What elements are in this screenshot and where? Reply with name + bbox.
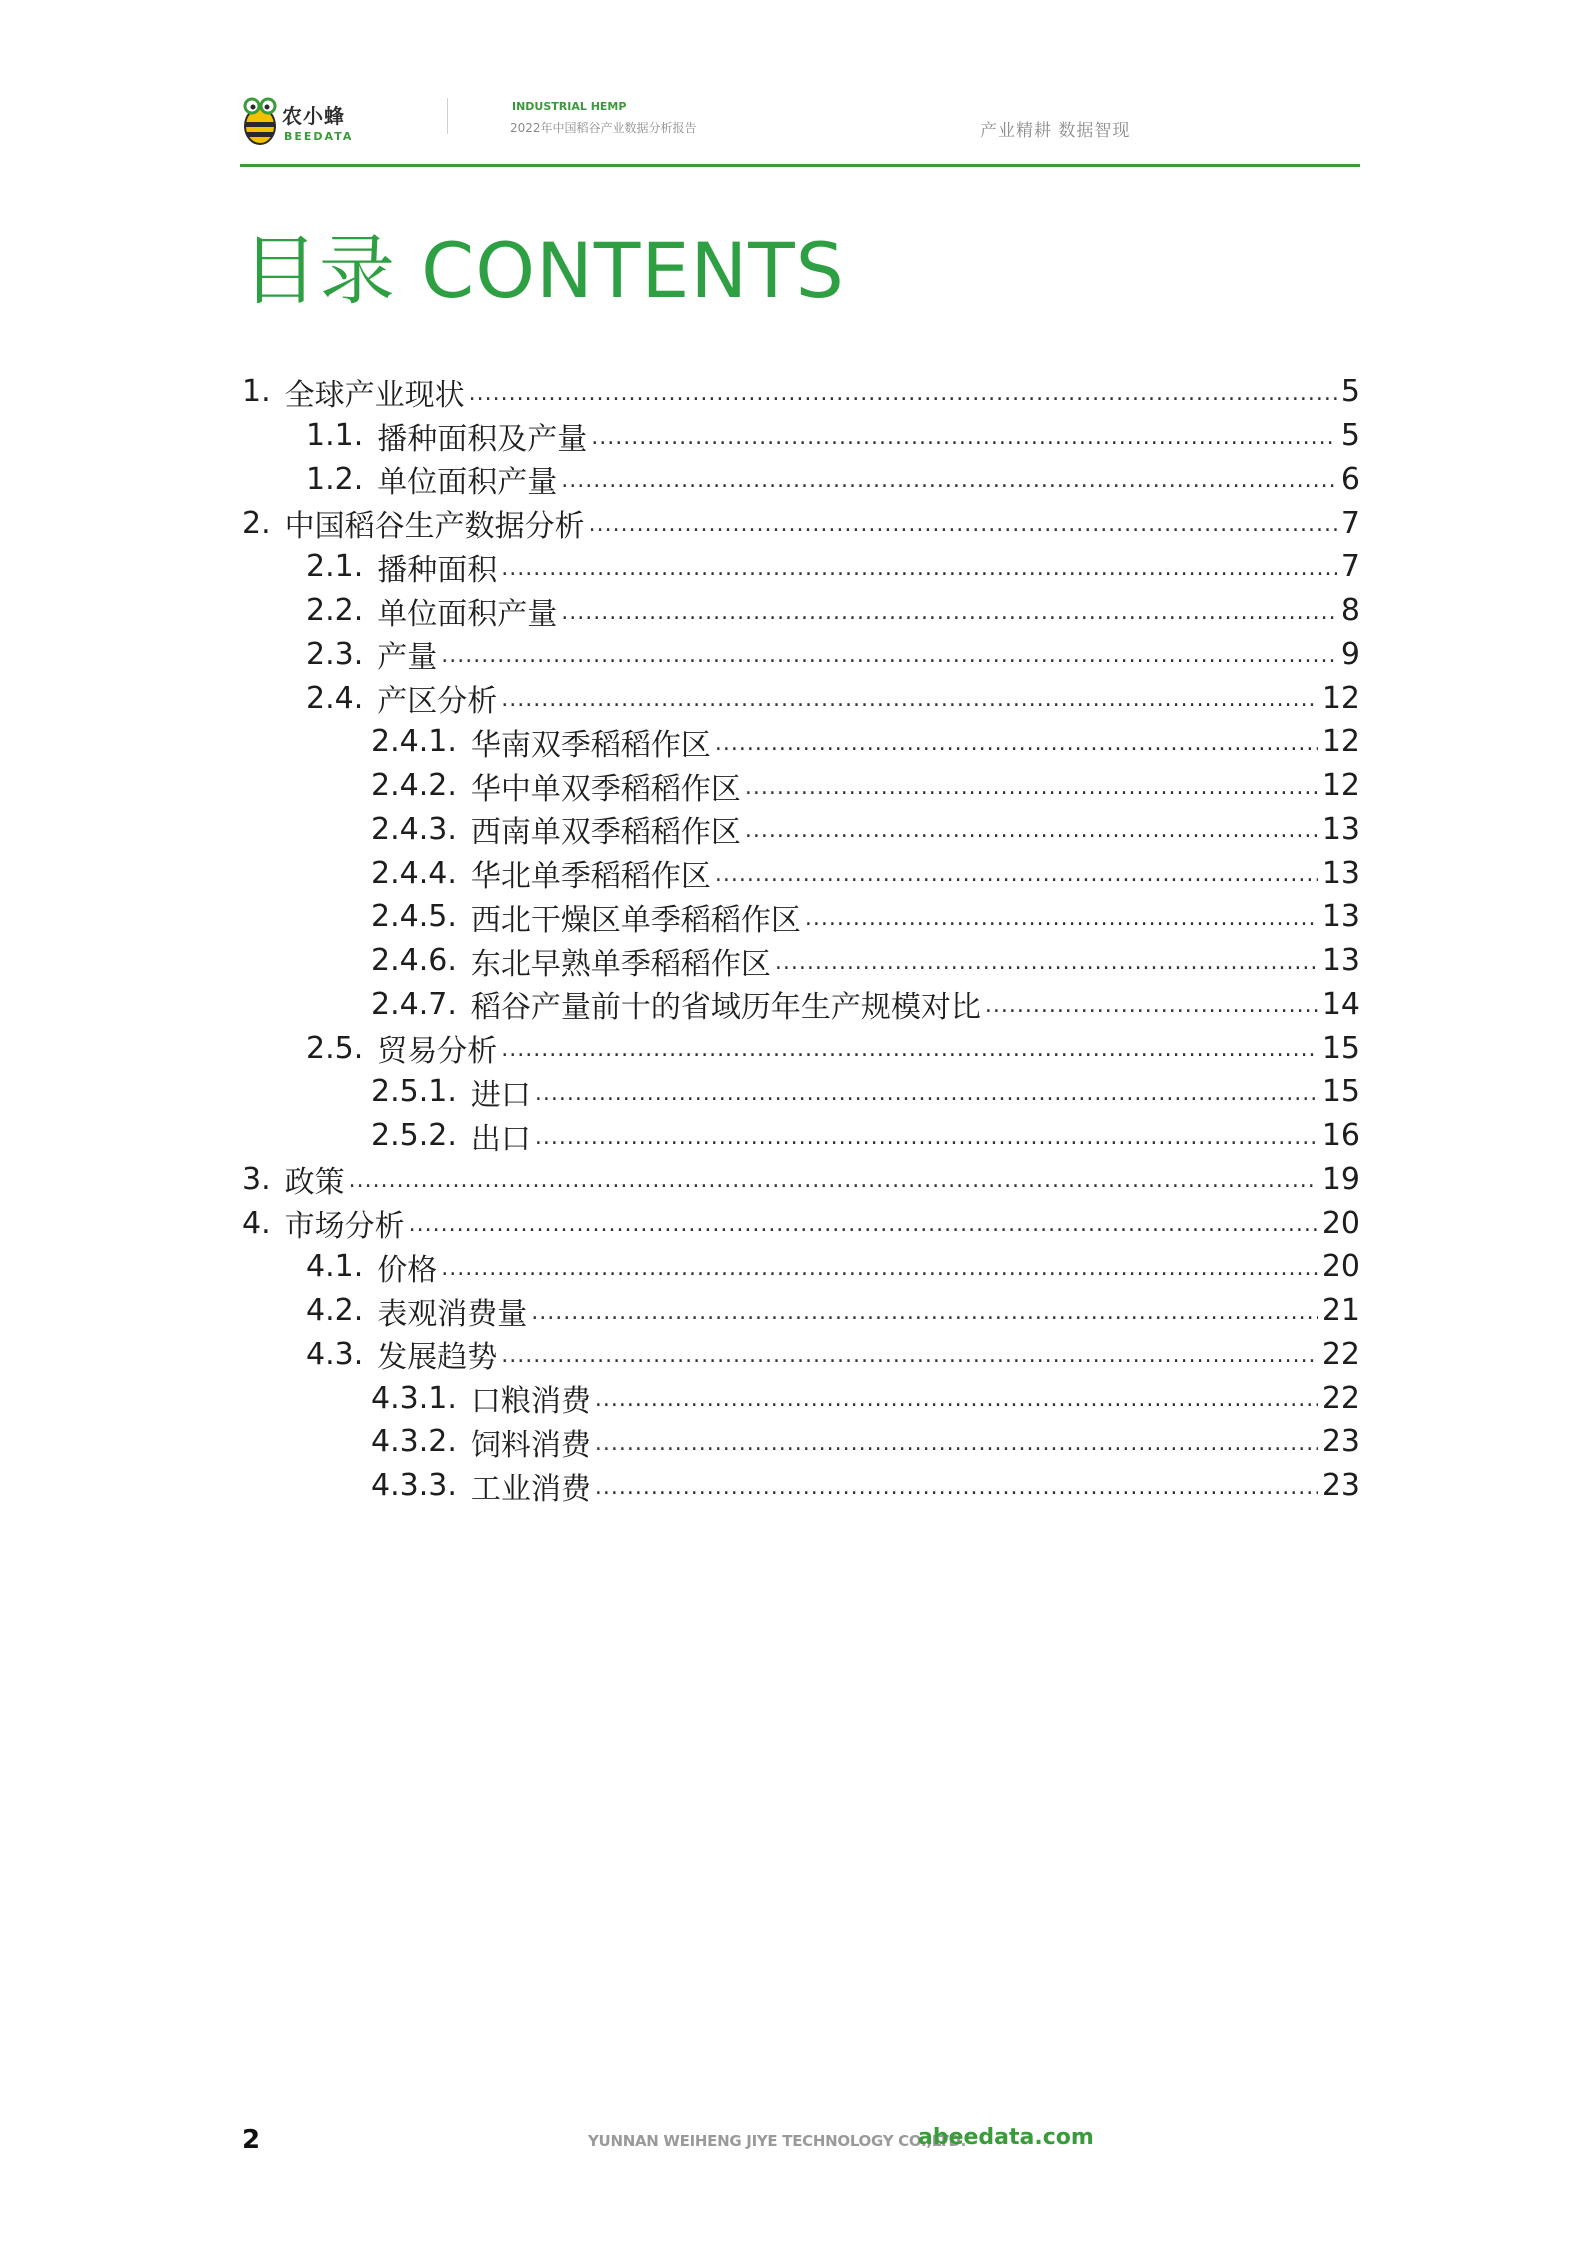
- toc-entry-title: 华南双季稻稻作区: [470, 727, 711, 763]
- toc-dot-leader: [595, 1431, 1318, 1464]
- toc-entry-title: 播种面积: [377, 552, 498, 588]
- page-number: 2: [242, 2125, 261, 2155]
- toc-dot-leader: [715, 862, 1318, 895]
- toc-dot-leader: [501, 556, 1337, 589]
- toc-entry-title: 产量: [377, 640, 438, 676]
- toc-entry-page: 12: [1321, 680, 1360, 716]
- toc-entry[interactable]: [242, 808, 1360, 852]
- toc-entry-number: 1.: [242, 374, 271, 410]
- toc-dot-leader: [715, 731, 1318, 764]
- toc-entry-title: 华北单季稻稻作区: [470, 859, 711, 895]
- toc-entry[interactable]: [242, 1201, 1360, 1245]
- toc-entry-page: 13: [1321, 811, 1360, 847]
- toc-entry-number: 2.4.7.: [371, 986, 457, 1022]
- toc-entry-title: 西北干燥区单季稻稻作区: [470, 902, 801, 938]
- toc-entry-title: 华中单双季稻稻作区: [470, 771, 741, 807]
- toc-entry-number: 2.4.5.: [371, 899, 457, 935]
- toc-entry-title: 表观消费量: [377, 1296, 528, 1332]
- toc-entry-number: 2.4.2.: [371, 768, 457, 804]
- header-rule: [240, 164, 1360, 167]
- toc-dot-leader: [775, 950, 1318, 983]
- toc-entry-title: 饲料消费: [470, 1427, 591, 1463]
- brand-logo: [240, 94, 354, 150]
- toc-entry[interactable]: [242, 1376, 1360, 1420]
- logo-chinese-name: 农小蜂: [282, 104, 345, 128]
- toc-entry-page: 9: [1340, 636, 1360, 672]
- toc-entry-number: 3.: [242, 1161, 271, 1197]
- toc-entry-page: 16: [1321, 1118, 1360, 1154]
- toc-entry-page: 13: [1321, 943, 1360, 979]
- toc-entry-number: 1.2.: [306, 461, 364, 497]
- toc-dot-leader: [501, 1037, 1318, 1070]
- toc-entry-number: 2.5.2.: [371, 1118, 457, 1154]
- toc-entry-number: 2.5.: [306, 1030, 364, 1066]
- toc-dot-leader: [501, 1343, 1318, 1376]
- toc-entry[interactable]: [242, 939, 1360, 983]
- toc-dot-leader: [595, 1387, 1318, 1420]
- toc-entry-page: 7: [1340, 549, 1360, 585]
- toc-entry-page: 21: [1321, 1293, 1360, 1329]
- toc-entry-title: 发展趋势: [377, 1340, 498, 1376]
- toc-entry-number: 4.3.3.: [371, 1468, 457, 1504]
- toc-entry-number: 1.1.: [306, 418, 364, 454]
- toc-entry-title: 单位面积产量: [377, 596, 558, 632]
- toc-entry-number: 2.3.: [306, 636, 364, 672]
- toc-entry-page: 12: [1321, 768, 1360, 804]
- toc-entry-number: 2.4.: [306, 680, 364, 716]
- page-title: 目录 CONTENTS: [242, 226, 845, 315]
- toc-entry-number: 4.: [242, 1205, 271, 1241]
- toc-entry-title: 工业消费: [470, 1471, 591, 1507]
- toc-entry-number: 2.1.: [306, 549, 364, 585]
- toc-entry-number: 4.1.: [306, 1249, 364, 1285]
- toc-entry-page: 5: [1340, 374, 1360, 410]
- toc-entry-number: 4.2.: [306, 1293, 364, 1329]
- page-header: [240, 88, 1360, 168]
- toc-entry[interactable]: [242, 895, 1360, 939]
- toc-entry-number: 2.2.: [306, 593, 364, 629]
- toc-entry-page: 20: [1321, 1249, 1360, 1285]
- page-footer: [0, 2125, 1587, 2165]
- toc-entry[interactable]: [242, 676, 1360, 720]
- toc-dot-leader: [591, 425, 1337, 458]
- toc-entry-title: 出口: [470, 1121, 531, 1157]
- company-name: YUNNAN WEIHENG JIYE TECHNOLOGY CO.,LTD.: [588, 2132, 967, 2150]
- toc-dot-leader: [745, 775, 1318, 808]
- bee-icon: [240, 96, 280, 148]
- toc-entry-page: 6: [1340, 461, 1360, 497]
- toc-entry[interactable]: [242, 1333, 1360, 1377]
- toc-entry[interactable]: [242, 501, 1360, 545]
- logo-english-name: BEEDATA: [284, 130, 354, 143]
- toc-entry-title: 播种面积及产量: [377, 421, 588, 457]
- toc-entry[interactable]: [242, 1070, 1360, 1114]
- toc-entry[interactable]: [242, 545, 1360, 589]
- header-divider: [447, 98, 448, 134]
- toc-dot-leader: [595, 1475, 1318, 1508]
- toc-entry[interactable]: [242, 764, 1360, 808]
- toc-entry-page: 19: [1321, 1161, 1360, 1197]
- toc-dot-leader: [535, 1125, 1318, 1158]
- toc-entry[interactable]: [242, 1245, 1360, 1289]
- toc-entry-page: 23: [1321, 1424, 1360, 1460]
- toc-entry[interactable]: [242, 983, 1360, 1027]
- toc-entry[interactable]: [242, 458, 1360, 502]
- toc-entry[interactable]: [242, 589, 1360, 633]
- toc-entry-title: 口粮消费: [470, 1384, 591, 1420]
- toc-entry[interactable]: [242, 633, 1360, 677]
- toc-entry-title: 政策: [284, 1165, 345, 1201]
- toc-entry-page: 20: [1321, 1205, 1360, 1241]
- website-link[interactable]: abeedata.com: [918, 2125, 1094, 2150]
- toc-entry-page: 13: [1321, 855, 1360, 891]
- toc-dot-leader: [501, 687, 1318, 720]
- toc-entry-number: 2.4.4.: [371, 855, 457, 891]
- toc-entry-page: 15: [1321, 1030, 1360, 1066]
- report-title: 2022年中国稻谷产业数据分析报告: [510, 121, 697, 135]
- toc-entry-title: 产区分析: [377, 684, 498, 720]
- toc-entry-number: 4.3.: [306, 1336, 364, 1372]
- toc-entry-page: 22: [1321, 1336, 1360, 1372]
- toc-entry-title: 全球产业现状: [284, 377, 465, 413]
- toc-entry-number: 2.5.1.: [371, 1074, 457, 1110]
- toc-dot-leader: [985, 993, 1318, 1026]
- toc-entry-title: 市场分析: [284, 1209, 405, 1245]
- toc-entry-title: 单位面积产量: [377, 465, 558, 501]
- toc-dot-leader: [409, 1212, 1318, 1245]
- toc-dot-leader: [535, 1081, 1318, 1114]
- toc-entry[interactable]: [242, 1420, 1360, 1464]
- header-slogan: 产业精耕 数据智现: [980, 121, 1131, 141]
- toc-entry[interactable]: [242, 1158, 1360, 1202]
- toc-dot-leader: [589, 512, 1337, 545]
- toc-dot-leader: [561, 600, 1337, 633]
- toc-entry-number: 2.4.1.: [371, 724, 457, 760]
- toc-entry-page: 8: [1340, 593, 1360, 629]
- toc-entry-title: 东北早熟单季稻稻作区: [470, 946, 771, 982]
- toc-dot-leader: [349, 1168, 1318, 1201]
- toc-entry-page: 22: [1321, 1380, 1360, 1416]
- toc-dot-leader: [561, 468, 1337, 501]
- toc-entry[interactable]: [242, 1026, 1360, 1070]
- toc-entry-title: 稻谷产量前十的省域历年生产规模对比: [470, 990, 981, 1026]
- toc-entry-title: 进口: [470, 1077, 531, 1113]
- toc-entry[interactable]: [242, 851, 1360, 895]
- toc-entry-page: 7: [1340, 505, 1360, 541]
- toc-dot-leader: [469, 381, 1337, 414]
- toc-entry-number: 2.4.3.: [371, 811, 457, 847]
- toc-entry-title: 贸易分析: [377, 1034, 498, 1070]
- toc-entry-page: 23: [1321, 1468, 1360, 1504]
- toc-entry[interactable]: [242, 1464, 1360, 1508]
- toc-entry-page: 13: [1321, 899, 1360, 935]
- toc-dot-leader: [441, 643, 1337, 676]
- toc-entry[interactable]: [242, 370, 1360, 414]
- toc-entry-title: 价格: [377, 1252, 438, 1288]
- report-series-label: INDUSTRIAL HEMP: [512, 100, 627, 113]
- toc-entry-page: 15: [1321, 1074, 1360, 1110]
- toc-dot-leader: [805, 906, 1318, 939]
- toc-entry-page: 14: [1321, 986, 1360, 1022]
- toc-entry-page: 5: [1340, 418, 1360, 454]
- table-of-contents: [242, 370, 1360, 1508]
- toc-entry-number: 4.3.1.: [371, 1380, 457, 1416]
- toc-dot-leader: [531, 1300, 1318, 1333]
- toc-entry[interactable]: [242, 720, 1360, 764]
- toc-entry[interactable]: [242, 1114, 1360, 1158]
- toc-entry-title: 西南单双季稻稻作区: [470, 815, 741, 851]
- toc-dot-leader: [441, 1256, 1318, 1289]
- toc-entry-title: 中国稻谷生产数据分析: [284, 509, 585, 545]
- toc-entry[interactable]: [242, 414, 1360, 458]
- toc-entry-number: 2.: [242, 505, 271, 541]
- toc-entry-page: 12: [1321, 724, 1360, 760]
- toc-dot-leader: [745, 818, 1318, 851]
- toc-entry-number: 4.3.2.: [371, 1424, 457, 1460]
- toc-entry-number: 2.4.6.: [371, 943, 457, 979]
- toc-entry[interactable]: [242, 1289, 1360, 1333]
